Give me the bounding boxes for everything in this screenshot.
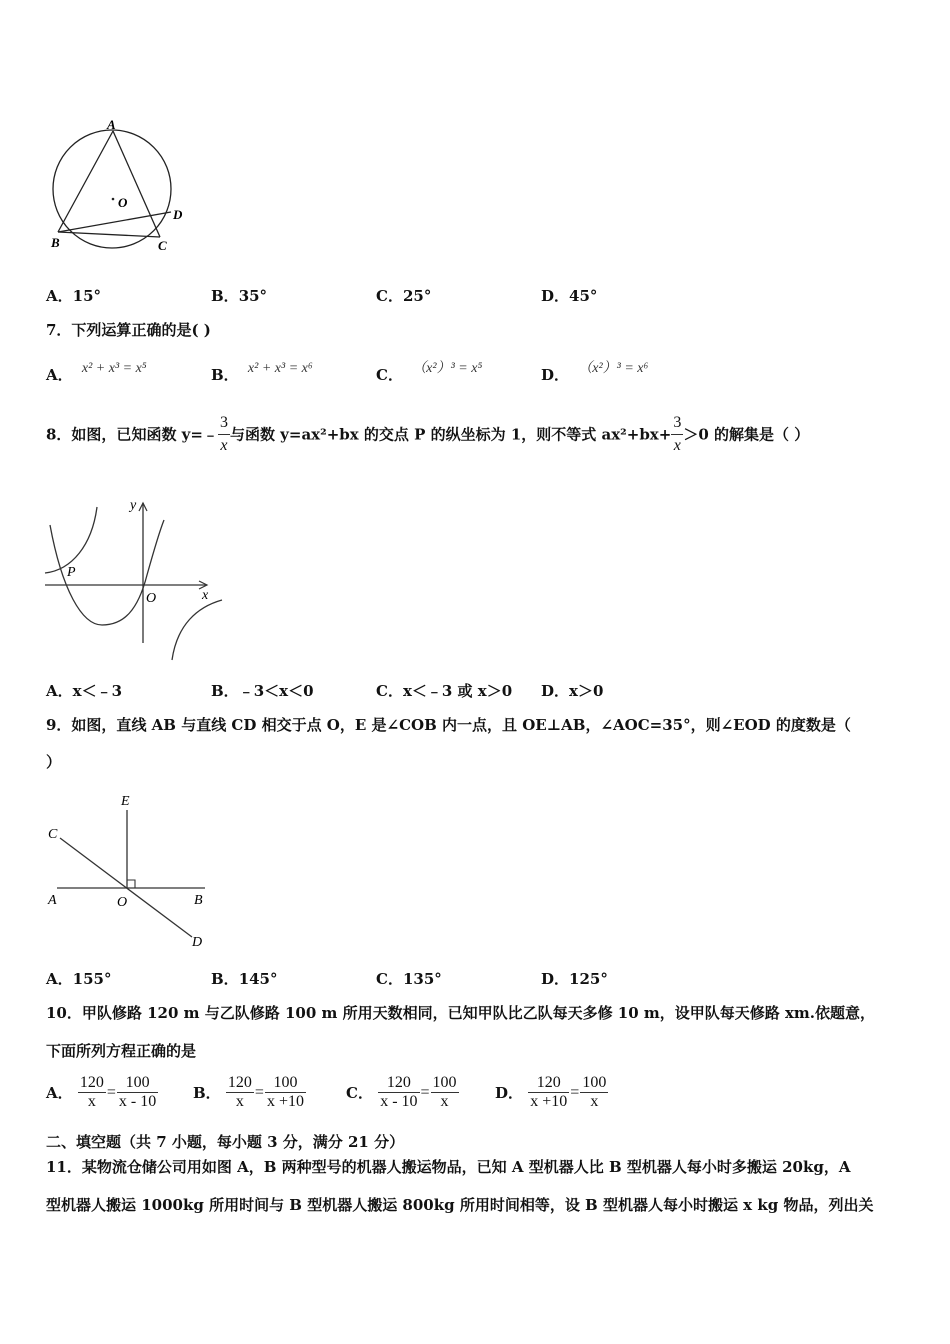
- label-a: A: [107, 117, 116, 132]
- label-d: D: [173, 207, 183, 222]
- label-o: O: [117, 895, 128, 910]
- q8-option-b[interactable]: B．﹣3＜x＜0: [211, 682, 314, 700]
- q7-expr-c: （x²）³ = x⁵: [412, 361, 483, 376]
- q11-line-2: 型机器人搬运 1000kg 所用时间与 B 型机器人搬运 800kg 所用时间相等，设 B 型机器人每小时搬运 x kg 物品，列出关: [46, 1196, 874, 1214]
- segment-ab: [58, 131, 113, 232]
- q10-option-a[interactable]: A． $\frac{120}{x}$ = $\frac{100}{x - 10}$: [46, 1074, 157, 1110]
- label-y: y: [130, 498, 137, 513]
- q9-option-b[interactable]: B．145°: [211, 970, 278, 988]
- q6-option-b[interactable]: B．35°: [211, 287, 268, 305]
- q10-option-d[interactable]: D． $\frac{120}{x +10}$ = $\frac{100}{x}$: [495, 1074, 607, 1110]
- q8-option-c[interactable]: C．x＜﹣3 或 x＞0: [376, 682, 513, 700]
- q9-stem-line-1: 9．如图，直线 AB 与直线 CD 相交于点 O，E 是∠COB 内一点，且 OE⊥AB，∠AOC=35°，则∠EOD 的度数是（: [46, 716, 851, 734]
- label-o: O: [146, 591, 157, 606]
- q8-option-d[interactable]: D．x＞0: [541, 682, 604, 700]
- label-e: E: [121, 794, 130, 809]
- q10-stem-line-2: 下面所列方程正确的是: [46, 1042, 197, 1060]
- label-a: A: [48, 893, 57, 908]
- label-c: C: [158, 238, 167, 253]
- q7-expr-d: （x²）³ = x⁶: [578, 361, 649, 376]
- q7-expr-a: x² + x³ = x⁵: [81, 361, 147, 376]
- q10-a-right-fraction: $\frac{100}{x - 10}$: [118, 1074, 157, 1110]
- q10-option-b[interactable]: B． $\frac{120}{x}$ = $\frac{100}{x +10}$: [193, 1074, 304, 1110]
- label-d: D: [192, 935, 203, 950]
- q6-circle-figure: [40, 115, 200, 260]
- label-o: O: [118, 195, 128, 210]
- q10-b-left-fraction: $\frac{120}{x}$: [227, 1074, 252, 1110]
- q7-option-d[interactable]: D． （x²）³ = x⁶: [541, 361, 649, 384]
- q9-stem-line-2: ）: [46, 753, 62, 771]
- label-c: C: [48, 827, 58, 842]
- label-x: x: [202, 588, 209, 603]
- q9-option-c[interactable]: C．135°: [376, 970, 442, 988]
- q10-d-left-fraction: $\frac{120}{x +10}$: [530, 1074, 568, 1110]
- q9-option-d[interactable]: D．125°: [541, 970, 608, 988]
- segment-bc: [58, 232, 160, 237]
- q7-expr-b: x² + x³ = x⁶: [247, 361, 313, 376]
- q10-d-right-fraction: $\frac{100}{x}$: [582, 1074, 607, 1110]
- hyperbola-right-branch: [172, 600, 222, 660]
- q8-fraction-1: $\frac{3}{x}$: [218, 412, 230, 457]
- q6-option-a[interactable]: A．15°: [46, 287, 102, 305]
- q8-fraction-2: $\frac{3}{x}$: [671, 412, 683, 457]
- section-title: 二、填空题（共 7 小题，每小题 3 分，满分 21 分）: [46, 1133, 405, 1151]
- q10-stem-line-1: 10．甲队修路 120 m 与乙队修路 100 m 所用天数相同，已知甲队比乙队每天多修 10 m，设甲队每天修路 xm.依题意，: [46, 1004, 876, 1022]
- q8-graph-figure: [42, 495, 227, 665]
- label-p: P: [67, 565, 76, 580]
- q9-option-a[interactable]: A．155°: [46, 970, 112, 988]
- q7-option-a[interactable]: A． x² + x³ = x⁵: [46, 361, 147, 384]
- q10-b-right-fraction: $\frac{100}{x +10}$: [266, 1074, 304, 1110]
- q9-lines-figure: [42, 790, 222, 960]
- q10-c-left-fraction: $\frac{120}{x - 10}$: [380, 1074, 418, 1110]
- q7-option-b[interactable]: B． x² + x³ = x⁶: [211, 361, 313, 384]
- q6-option-c[interactable]: C．25°: [376, 287, 432, 305]
- q7-stem: 7．下列运算正确的是( ): [46, 321, 211, 339]
- q8-stem: 8．如图，已知函数 y=﹣ $\frac{3}{x}$ 与函数 y=ax²+bx 的交点 P 的纵坐标为 1，则不等式 ax²+bx+ $\frac{3}{x}$ ＞0 的解集是（ ）: [46, 412, 809, 457]
- q10-a-left-fraction: $\frac{120}{x}$: [79, 1074, 104, 1110]
- q6-option-d[interactable]: D．45°: [541, 287, 598, 305]
- q11-line-1: 11．某物流仓储公司用如图 A，B 两种型号的机器人搬运物品，已知 A 型机器人比 B 型机器人每小时多搬运 20kg，A: [46, 1158, 851, 1176]
- label-b: B: [194, 893, 203, 908]
- center-dot: [112, 198, 115, 201]
- label-b: B: [51, 235, 60, 250]
- q10-c-right-fraction: $\frac{100}{x}$: [432, 1074, 457, 1110]
- right-angle-mark: [127, 880, 135, 888]
- q7-option-c[interactable]: C． （x²）³ = x⁵: [376, 361, 483, 384]
- q8-option-a[interactable]: A．x＜﹣3: [46, 682, 123, 700]
- q10-option-c[interactable]: C． $\frac{120}{x - 10}$ = $\frac{100}{x}$: [346, 1074, 457, 1110]
